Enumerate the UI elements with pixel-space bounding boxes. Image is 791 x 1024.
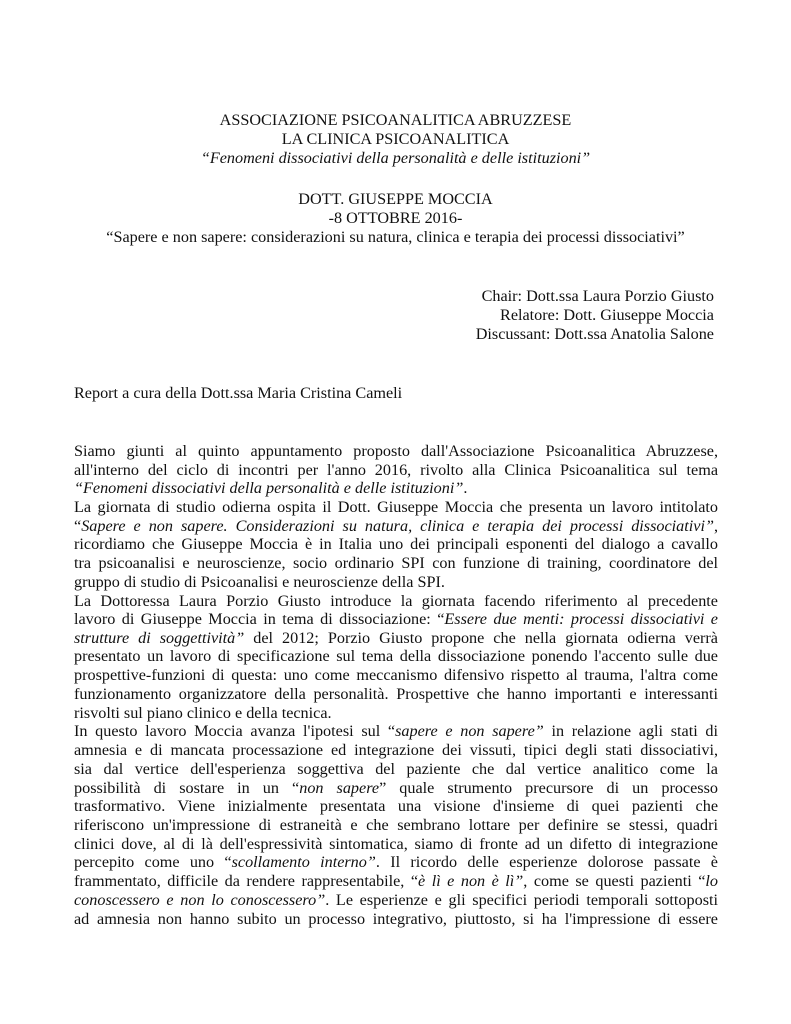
report-author: Report a cura della Dott.ssa Maria Cristina Cameli <box>74 384 403 402</box>
chair-line: Chair: Dott.ssa Laura Porzio Giusto <box>481 287 714 305</box>
body-line: “Sapere e non sapere. Considerazioni su natura, clinica e terapia dei processi dissociativi”, <box>74 517 718 535</box>
body-line: all'interno del ciclo di incontri per l'anno 2016, rivolto alla Clinica Psicoanalitica sul tema <box>74 461 718 479</box>
body-line: ricordiamo che Giuseppe Moccia è in Italia uno dei principali esponenti del dialogo a cavallo <box>74 535 718 553</box>
body-line: presentato un lavoro di specificazione sul tema della dissociazione ponendo l'accento sulle due <box>74 647 718 665</box>
body-line: frammentato, difficile da rendere rappresentabile, “è lì e non è lì”, come se questi pazienti “lo <box>74 872 718 890</box>
speaker-name: DOTT. GIUSEPPE MOCCIA <box>298 190 493 208</box>
clinic-name: LA CLINICA PSICOANALITICA <box>281 130 510 148</box>
event-date: -8 OTTOBRE 2016- <box>328 209 463 227</box>
body-line: clinici dove, al di là dell'espressività sintomatica, siamo di fronte ad un difetto di integrazione <box>74 835 718 853</box>
body-line: La giornata di studio odierna ospita il Dott. Giuseppe Moccia che presenta un lavoro intitolato <box>74 498 718 516</box>
body-line: conoscessero e non lo conoscessero”. Le esperienze e gli specifici periodi temporali sottoposti <box>74 891 718 909</box>
talk-title: “Sapere e non sapere: considerazioni su natura, clinica e terapia dei processi dissociativi” <box>106 228 685 246</box>
body-line: Siamo giunti al quinto appuntamento proposto dall'Associazione Psicoanalitica Abruzzese, <box>74 442 718 460</box>
body-line: “Fenomeni dissociativi della personalità e delle istituzioni”. <box>74 479 468 497</box>
body-line: prospettive-funzioni di questa: uno come meccanismo difensivo rispetto al trauma, l'altra come <box>74 666 718 684</box>
cycle-title: “Fenomeni dissociativi della personalità e delle istituzioni” <box>200 149 591 167</box>
body-line: In questo lavoro Moccia avanza l'ipotesi sul “sapere e non sapere” in relazione agli stati di <box>74 722 718 740</box>
body-line: amnesia e di mancata processazione ed integrazione dei vissuti, tipici degli stati dissociativi, <box>74 741 718 759</box>
body-line: percepito come uno “scollamento interno”. Il ricordo delle esperienze dolorose passate è <box>74 853 718 871</box>
body-line: ad amnesia non hanno subito un processo integrativo, piuttosto, si ha l'impressione di essere <box>74 910 718 928</box>
body-line: La Dottoressa Laura Porzio Giusto introduce la giornata facendo riferimento al precedente <box>74 592 718 610</box>
discussant-line: Discussant: Dott.ssa Anatolia Salone <box>475 325 714 343</box>
relatore-line: Relatore: Dott. Giuseppe Moccia <box>500 306 714 324</box>
body-line: strutture di soggettività” del 2012; Porzio Giusto propone che nella giornata odierna verrà <box>74 629 718 647</box>
body-line: gruppo di studio di Psicoanalisi e neuroscienze della SPI. <box>74 573 445 591</box>
body-line: trasformativo. Viene inizialmente presentata una visione d'insieme di quei pazienti che <box>74 797 718 815</box>
body-line: funzionamento organizzatore della personalità. Prospettive che hanno importanti e interessanti <box>74 685 718 703</box>
body-line: risvolti sul piano clinico e della tecnica. <box>74 704 332 722</box>
body-line: riferiscono un'impressione di estraneità e che sembrano lottare per definire se stessi, quadri <box>74 816 718 834</box>
body-line: possibilità di sostare in un “non sapere” quale strumento precursore di un processo <box>74 779 718 797</box>
association-name: ASSOCIAZIONE PSICOANALITICA ABRUZZESE <box>219 111 572 129</box>
body-line: tra psicoanalisi e neuroscienze, socio ordinario SPI con funzione di training, coordinatore del <box>74 554 718 572</box>
body-line: lavoro di Giuseppe Moccia in tema di dissociazione: “Essere due menti: processi dissociativi e <box>74 610 718 628</box>
body-line: sia dal vertice dell'esperienza soggettiva del paziente che dal vertice analitico come la <box>74 760 718 778</box>
